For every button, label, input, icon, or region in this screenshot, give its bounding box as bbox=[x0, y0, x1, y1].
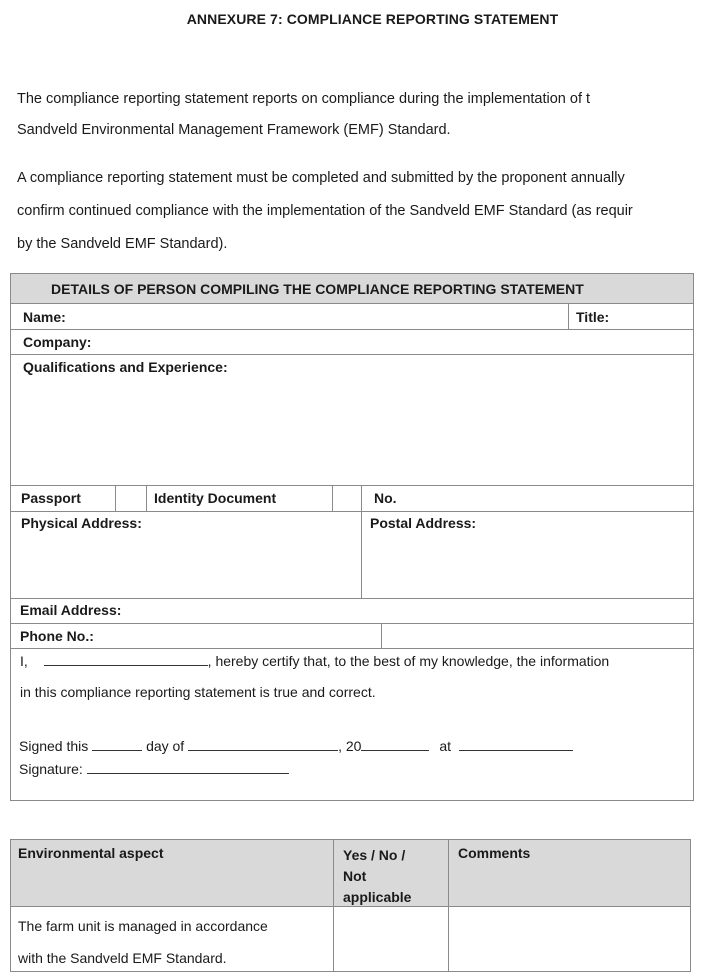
intro-p2-line-2: confirm continued compliance with the implementation of the Sandveld EMF Standard (as requir bbox=[17, 203, 633, 219]
aspect-row-1-line-1: The farm unit is managed in accordance bbox=[18, 918, 268, 934]
email-address-label: Email Address: bbox=[20, 602, 122, 618]
intro-p2-line-1: A compliance reporting statement must be completed and submitted by the proponent annually bbox=[17, 170, 625, 186]
details-table bbox=[10, 273, 694, 801]
year-blank bbox=[361, 738, 429, 751]
intro-p2-line-3: by the Sandveld EMF Standard). bbox=[17, 236, 228, 252]
intro-p1-line-1: The compliance reporting statement reports on compliance during the implementation of t bbox=[17, 91, 591, 107]
id-number-label: No. bbox=[374, 490, 397, 506]
physical-address-label: Physical Address: bbox=[21, 515, 142, 531]
compliance-header-line-1: Yes / No / bbox=[343, 847, 406, 863]
company-label: Company: bbox=[23, 334, 92, 350]
col-divider bbox=[361, 485, 362, 598]
row-divider bbox=[11, 329, 693, 330]
year-prefix: , 20 bbox=[338, 738, 362, 754]
compliance-header-line-3: applicable bbox=[343, 889, 412, 905]
aspect-row-1-line-2: with the Sandveld EMF Standard. bbox=[18, 950, 227, 966]
col-divider bbox=[381, 623, 382, 648]
compliance-status-header bbox=[343, 845, 411, 908]
row-divider bbox=[11, 598, 693, 599]
certification-line-1 bbox=[20, 653, 609, 669]
at-label: at bbox=[439, 738, 452, 754]
signed-this-label: Signed this bbox=[19, 738, 89, 754]
row-divider bbox=[11, 354, 693, 355]
environmental-aspect-table bbox=[10, 839, 691, 972]
col-divider bbox=[115, 485, 116, 511]
row-divider bbox=[11, 511, 693, 512]
row-divider bbox=[11, 485, 693, 486]
details-table-header: DETAILS OF PERSON COMPILING THE COMPLIANCE REPORTING STATEMENT bbox=[51, 281, 584, 297]
page-title: ANNEXURE 7: COMPLIANCE REPORTING STATEMENT bbox=[186, 11, 559, 27]
intro-p1-line-2: Sandveld Environmental Management Framework (EMF) Standard. bbox=[17, 122, 451, 138]
day-of-label: day of bbox=[146, 738, 185, 754]
col-divider bbox=[332, 485, 333, 511]
aspect-row-1-text bbox=[18, 910, 268, 974]
col-divider bbox=[333, 840, 334, 971]
phone-number-label: Phone No.: bbox=[20, 628, 94, 644]
qualifications-label: Qualifications and Experience: bbox=[23, 359, 228, 375]
signature-label: Signature: bbox=[19, 761, 83, 777]
row-divider bbox=[11, 303, 693, 304]
signature-blank bbox=[87, 761, 289, 774]
row-divider bbox=[11, 648, 693, 649]
title-label: Title: bbox=[576, 309, 610, 325]
certifier-name-blank bbox=[44, 653, 208, 666]
comments-header: Comments bbox=[458, 845, 531, 861]
month-blank bbox=[188, 738, 338, 751]
col-divider bbox=[448, 840, 449, 971]
name-label: Name: bbox=[23, 309, 66, 325]
compliance-header-line-2: Not bbox=[343, 868, 367, 884]
intro-paragraph-1 bbox=[17, 84, 710, 146]
certify-suffix: , hereby certify that, to the best of my knowledge, the information bbox=[207, 653, 610, 669]
passport-label: Passport bbox=[21, 490, 81, 506]
postal-address-label: Postal Address: bbox=[370, 515, 477, 531]
certification-line-2: in this compliance reporting statement is true and correct. bbox=[20, 684, 376, 700]
certify-prefix: I, bbox=[20, 653, 28, 669]
place-blank bbox=[459, 738, 573, 751]
signed-line bbox=[19, 738, 573, 754]
environmental-aspect-header: Environmental aspect bbox=[18, 845, 164, 861]
row-divider bbox=[11, 623, 693, 624]
identity-document-label: Identity Document bbox=[154, 490, 277, 506]
col-divider bbox=[146, 485, 147, 511]
intro-paragraph-2 bbox=[17, 162, 710, 261]
signature-line bbox=[19, 761, 289, 777]
col-divider bbox=[568, 303, 569, 329]
day-blank bbox=[92, 738, 142, 751]
